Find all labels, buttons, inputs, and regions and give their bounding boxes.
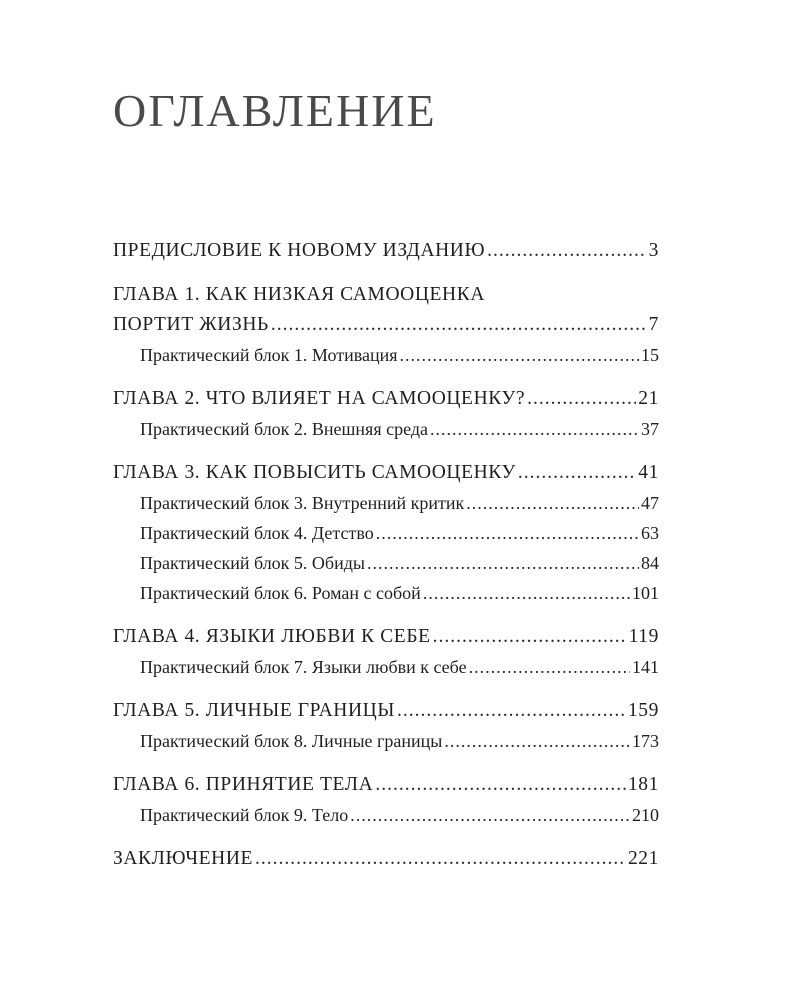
toc-entry-chapter-6[interactable]	[113, 770, 659, 800]
toc-entry-block-5[interactable]	[113, 548, 659, 578]
toc-entry-block-1[interactable]	[113, 340, 659, 370]
toc-group-preface	[113, 236, 659, 266]
toc-entry-title: Практический блок 8. Личные границы	[140, 731, 443, 751]
dot-leader	[469, 652, 630, 682]
toc-entry-block-8[interactable]	[113, 726, 659, 756]
toc-entry-block-3[interactable]	[113, 488, 659, 518]
toc-entry-chapter-3[interactable]	[113, 458, 659, 488]
toc-group-chapter-6	[113, 770, 659, 830]
dot-leader	[518, 458, 636, 488]
toc-entry-chapter-4[interactable]	[113, 622, 659, 652]
toc-entry-title: Практический блок 1. Мотивация	[140, 345, 398, 365]
toc-entry-title: ГЛАВА 2. ЧТО ВЛИЯЕТ НА САМООЦЕНКУ?	[113, 388, 526, 409]
toc-entry-conclusion[interactable]	[113, 844, 659, 874]
toc-entry-chapter-5[interactable]	[113, 696, 659, 726]
toc-entry-title: ГЛАВА 3. КАК ПОВЫСИТЬ САМООЦЕНКУ	[113, 462, 516, 483]
page-title: ОГЛАВЛЕНИЕ	[113, 85, 437, 136]
toc-page-number: 47	[641, 493, 659, 513]
toc-entry-title: Практический блок 7. Языки любви к себе	[140, 657, 467, 677]
toc-entry-title: Практический блок 3. Внутренний критик	[140, 493, 465, 513]
dot-leader	[466, 488, 639, 518]
toc-entry-preface[interactable]	[113, 236, 659, 266]
dot-leader	[527, 384, 636, 414]
toc-page-number: 141	[632, 657, 659, 677]
dot-leader	[376, 518, 639, 548]
toc-page-number: 41	[638, 462, 659, 483]
toc-entry-title: ГЛАВА 6. ПРИНЯТИЕ ТЕЛА	[113, 774, 374, 795]
toc-group-chapter-3	[113, 458, 659, 608]
dot-leader	[400, 340, 639, 370]
dot-leader	[367, 548, 639, 578]
toc-page-number: 21	[638, 388, 659, 409]
dot-leader	[375, 770, 626, 800]
toc-entry-title: Практический блок 5. Обиды	[140, 553, 365, 573]
toc-page-number: 210	[632, 805, 659, 825]
toc-entry-title: ПРЕДИСЛОВИЕ К НОВОМУ ИЗДАНИЮ	[113, 240, 486, 261]
dot-leader	[397, 696, 626, 726]
toc-page-number: 119	[628, 626, 659, 647]
toc-page-number: 101	[632, 583, 659, 603]
toc-entry-chapter-2[interactable]	[113, 384, 659, 414]
toc-entry-title: Практический блок 6. Роман с собой	[140, 583, 421, 603]
dot-leader	[430, 414, 639, 444]
dot-leader	[433, 622, 627, 652]
toc-page-number: 181	[627, 774, 659, 795]
toc-entry-block-6[interactable]	[113, 578, 659, 608]
toc-entry-block-4[interactable]	[113, 518, 659, 548]
toc-page-number: 37	[641, 419, 659, 439]
dot-leader	[423, 578, 630, 608]
toc-entry-title: ГЛАВА 4. ЯЗЫКИ ЛЮБВИ К СЕБЕ	[113, 626, 431, 647]
toc-page-number: 3	[648, 240, 659, 261]
toc-page-number: 84	[641, 553, 659, 573]
toc-group-chapter-5	[113, 696, 659, 756]
toc-entry-title: Практический блок 4. Детство	[140, 523, 374, 543]
toc-page-number: 173	[632, 731, 659, 751]
toc-page-number: 159	[627, 700, 659, 721]
toc-entry-title: ГЛАВА 5. ЛИЧНЫЕ ГРАНИЦЫ	[113, 700, 395, 721]
toc-group-chapter-2	[113, 384, 659, 444]
toc-entry-block-7[interactable]	[113, 652, 659, 682]
toc-page-number: 7	[648, 314, 659, 335]
toc-entry-title: ЗАКЛЮЧЕНИЕ	[113, 848, 254, 869]
toc-chapter-1-title-line-1[interactable]: ГЛАВА 1. КАК НИЗКАЯ САМООЦЕНКА	[113, 284, 486, 305]
dot-leader	[271, 310, 647, 340]
toc-entry-title: Практический блок 9. Тело	[140, 805, 349, 825]
toc-entry-block-9[interactable]	[113, 800, 659, 830]
toc-entry-title: ПОРТИТ ЖИЗНЬ	[113, 314, 269, 335]
dot-leader	[444, 726, 630, 756]
toc-entry-title: Практический блок 2. Внешняя среда	[140, 419, 428, 439]
toc-entry-block-2[interactable]	[113, 414, 659, 444]
toc-group-chapter-4	[113, 622, 659, 682]
toc-page-number: 221	[627, 848, 659, 869]
dot-leader	[350, 800, 630, 830]
toc-page-number: 15	[641, 345, 659, 365]
toc-entry-chapter-1[interactable]	[113, 310, 659, 340]
dot-leader	[255, 844, 626, 874]
table-of-contents	[113, 236, 659, 888]
dot-leader	[487, 236, 647, 266]
toc-group-chapter-1	[113, 280, 659, 370]
toc-group-conclusion	[113, 844, 659, 874]
toc-page-number: 63	[641, 523, 659, 543]
